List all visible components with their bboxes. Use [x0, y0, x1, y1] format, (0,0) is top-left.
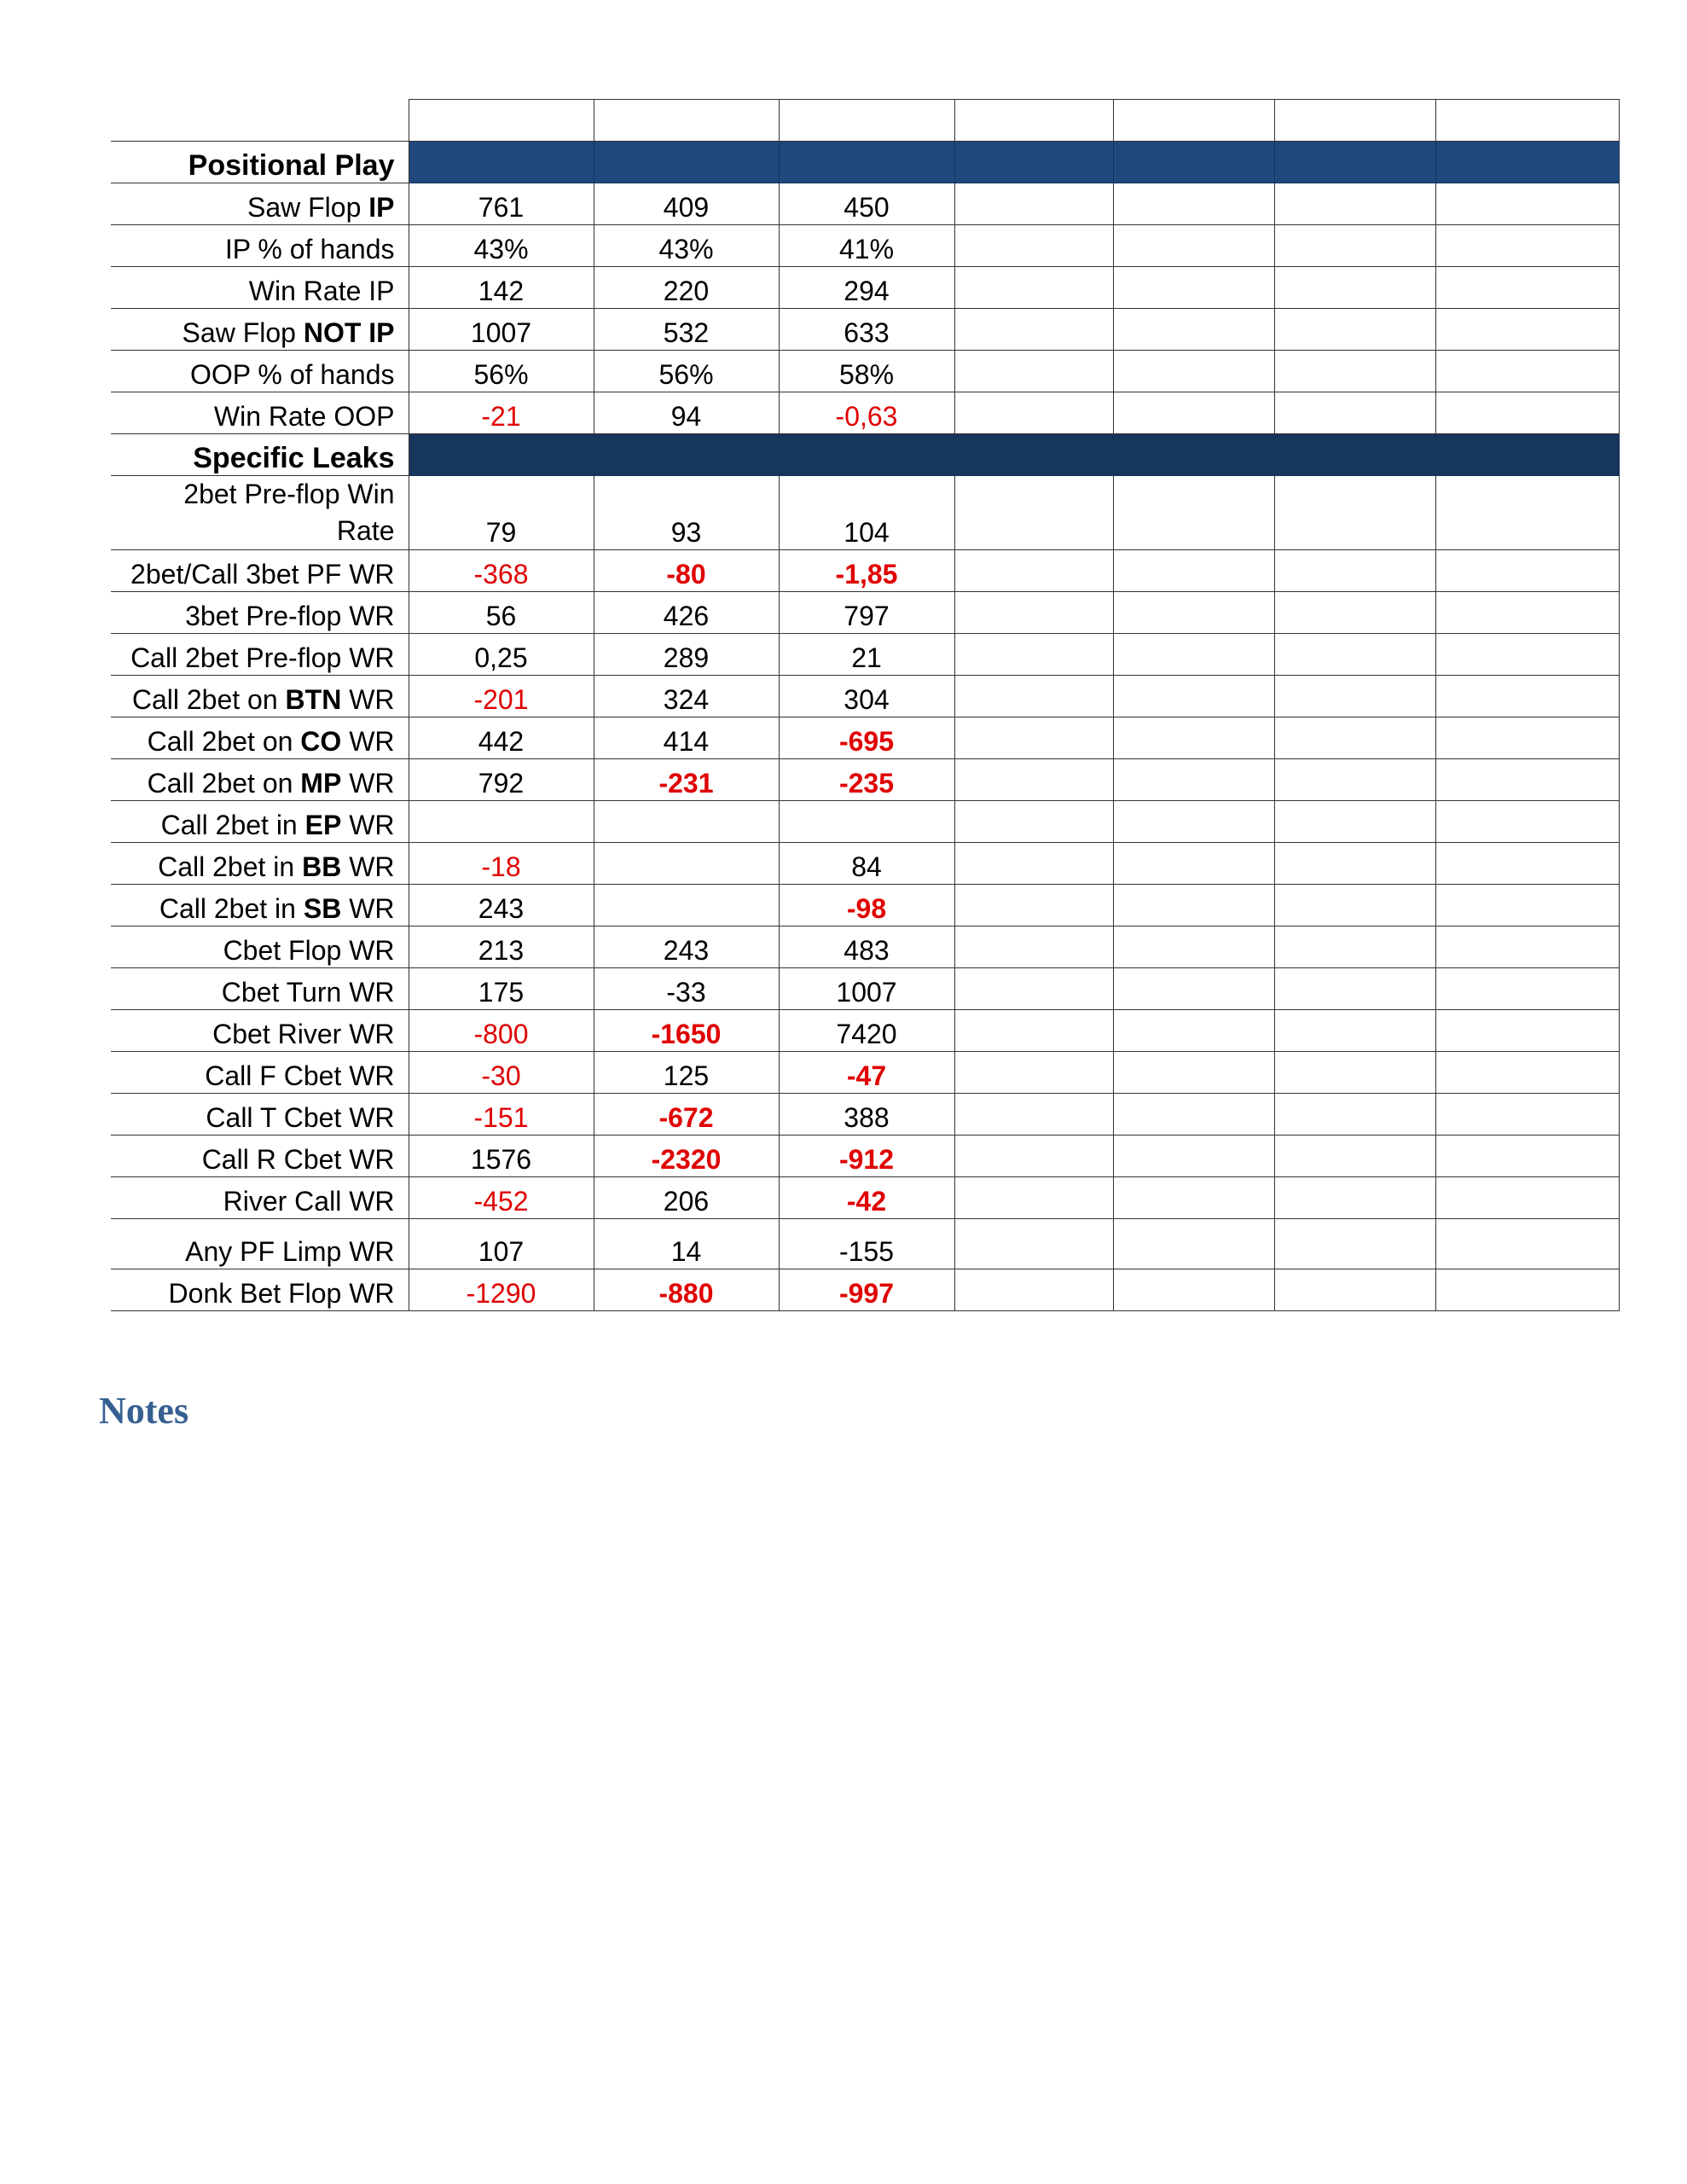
- value-cell: [594, 843, 779, 885]
- empty-cell: [1113, 183, 1274, 225]
- empty-cell: [1435, 1219, 1619, 1269]
- empty-cell: [1113, 1052, 1274, 1094]
- empty-cell: [1274, 926, 1435, 968]
- empty-cell: [1435, 1010, 1619, 1052]
- section-bar: [409, 434, 594, 476]
- row-label: Donk Bet Flop WR: [111, 1269, 409, 1311]
- section-bar: [1274, 142, 1435, 183]
- value-cell: 243: [409, 885, 594, 926]
- empty-cell: [1435, 968, 1619, 1010]
- section-bar: [594, 142, 779, 183]
- empty-cell: [954, 1177, 1113, 1219]
- empty-cell: [954, 1219, 1113, 1269]
- value-cell: -151: [409, 1094, 594, 1136]
- row-label: Cbet Flop WR: [111, 926, 409, 968]
- value-cell: 294: [779, 267, 954, 309]
- empty-cell: [1113, 1177, 1274, 1219]
- value-cell: 289: [594, 634, 779, 676]
- empty-cell: [954, 592, 1113, 634]
- value-cell: 213: [409, 926, 594, 968]
- row-saw-flop-not-ip: [111, 309, 1619, 351]
- row-ip-pct: [111, 225, 1619, 267]
- row-label: 3bet Pre-flop WR: [111, 592, 409, 634]
- row-call-f-cbet: [111, 1052, 1619, 1094]
- value-cell: 125: [594, 1052, 779, 1094]
- value-cell: [594, 801, 779, 843]
- empty-cell: [1274, 717, 1435, 759]
- empty-cell: [1435, 1177, 1619, 1219]
- empty-cell: [1113, 885, 1274, 926]
- empty-cell: [954, 759, 1113, 801]
- empty-cell: [1435, 1269, 1619, 1311]
- empty-cell: [1435, 634, 1619, 676]
- row-label: River Call WR: [111, 1177, 409, 1219]
- value-cell: 206: [594, 1177, 779, 1219]
- row-saw-flop-ip: [111, 183, 1619, 225]
- section-bar: [954, 434, 1113, 476]
- empty-cell: [1274, 1094, 1435, 1136]
- empty-cell: [1113, 476, 1274, 550]
- row-call-2bet-bb: [111, 843, 1619, 885]
- value-cell: 1576: [409, 1136, 594, 1177]
- value-cell: 324: [594, 676, 779, 717]
- value-cell: 220: [594, 267, 779, 309]
- row-call-2bet-btn: [111, 676, 1619, 717]
- empty-cell: [954, 968, 1113, 1010]
- empty-cell: [954, 1010, 1113, 1052]
- value-cell: -21: [409, 392, 594, 434]
- empty-cell: [1113, 926, 1274, 968]
- section-bar: [1435, 434, 1619, 476]
- empty-cell: [954, 717, 1113, 759]
- value-cell: -231: [594, 759, 779, 801]
- value-cell: -18: [409, 843, 594, 885]
- empty-cell: [1435, 225, 1619, 267]
- empty-cell: [1113, 676, 1274, 717]
- empty-cell: [1435, 676, 1619, 717]
- value-cell: 442: [409, 717, 594, 759]
- value-cell: 79: [409, 476, 594, 550]
- empty-cell: [1274, 968, 1435, 1010]
- empty-cell: [1274, 634, 1435, 676]
- empty-cell: [1435, 926, 1619, 968]
- value-cell: -672: [594, 1094, 779, 1136]
- empty-cell: [1435, 1136, 1619, 1177]
- value-cell: 426: [594, 592, 779, 634]
- empty-cell: [954, 392, 1113, 434]
- header-cell: [1113, 100, 1274, 142]
- value-cell: -452: [409, 1177, 594, 1219]
- value-cell: 107: [409, 1219, 594, 1269]
- empty-cell: [954, 843, 1113, 885]
- value-cell: 56%: [594, 351, 779, 392]
- row-3bet-pf-wr: [111, 592, 1619, 634]
- section-title: Positional Play: [111, 142, 409, 183]
- row-call-t-cbet: [111, 1094, 1619, 1136]
- value-cell: 1007: [779, 968, 954, 1010]
- value-cell: 43%: [409, 225, 594, 267]
- row-win-rate-oop: [111, 392, 1619, 434]
- header-cell: [954, 100, 1113, 142]
- row-label: Cbet River WR: [111, 1010, 409, 1052]
- section-specific-leaks: [111, 434, 1619, 476]
- empty-cell: [1274, 392, 1435, 434]
- empty-cell: [1435, 759, 1619, 801]
- empty-cell: [1274, 183, 1435, 225]
- row-label: Call 2bet in BB WR: [111, 843, 409, 885]
- section-title: Specific Leaks: [111, 434, 409, 476]
- value-cell: -1650: [594, 1010, 779, 1052]
- value-cell: -201: [409, 676, 594, 717]
- empty-cell: [954, 225, 1113, 267]
- value-cell: -695: [779, 717, 954, 759]
- empty-cell: [1274, 225, 1435, 267]
- value-cell: 104: [779, 476, 954, 550]
- row-river-call: [111, 1177, 1619, 1219]
- empty-cell: [1113, 843, 1274, 885]
- empty-cell: [1435, 476, 1619, 550]
- row-label: Call T Cbet WR: [111, 1094, 409, 1136]
- empty-cell: [1274, 801, 1435, 843]
- empty-cell: [1435, 550, 1619, 592]
- value-cell: -30: [409, 1052, 594, 1094]
- row-label: IP % of hands: [111, 225, 409, 267]
- value-cell: 532: [594, 309, 779, 351]
- section-bar: [779, 142, 954, 183]
- empty-cell: [1113, 225, 1274, 267]
- value-cell: -800: [409, 1010, 594, 1052]
- empty-cell: [1274, 676, 1435, 717]
- empty-cell: [1113, 968, 1274, 1010]
- value-cell: 56: [409, 592, 594, 634]
- value-cell: -2320: [594, 1136, 779, 1177]
- empty-cell: [954, 885, 1113, 926]
- empty-cell: [1435, 1094, 1619, 1136]
- row-call-2bet-pf-wr: [111, 634, 1619, 676]
- value-cell: 483: [779, 926, 954, 968]
- empty-cell: [954, 801, 1113, 843]
- header-cell: [1435, 100, 1619, 142]
- value-cell: -997: [779, 1269, 954, 1311]
- value-cell: 43%: [594, 225, 779, 267]
- empty-cell: [1274, 592, 1435, 634]
- row-label: OOP % of hands: [111, 351, 409, 392]
- row-label: Call 2bet on CO WR: [111, 717, 409, 759]
- row-2bet-call-3bet: [111, 550, 1619, 592]
- value-cell: 450: [779, 183, 954, 225]
- empty-cell: [1113, 1219, 1274, 1269]
- row-label: Call 2bet on BTN WR: [111, 676, 409, 717]
- empty-cell: [1113, 1094, 1274, 1136]
- section-bar: [594, 434, 779, 476]
- empty-cell: [1274, 885, 1435, 926]
- value-cell: 142: [409, 267, 594, 309]
- empty-cell: [1113, 351, 1274, 392]
- value-cell: 797: [779, 592, 954, 634]
- empty-cell: [1274, 476, 1435, 550]
- value-cell: -0,63: [779, 392, 954, 434]
- value-cell: [594, 885, 779, 926]
- stats-table: [111, 99, 1620, 1311]
- section-bar: [779, 434, 954, 476]
- row-label: Any PF Limp WR: [111, 1219, 409, 1269]
- empty-cell: [1435, 309, 1619, 351]
- row-label: Call F Cbet WR: [111, 1052, 409, 1094]
- empty-cell: [1274, 1052, 1435, 1094]
- row-label: Call R Cbet WR: [111, 1136, 409, 1177]
- value-cell: 388: [779, 1094, 954, 1136]
- value-cell: -368: [409, 550, 594, 592]
- value-cell: -912: [779, 1136, 954, 1177]
- empty-cell: [1435, 183, 1619, 225]
- empty-cell: [954, 1094, 1113, 1136]
- empty-cell: [1274, 309, 1435, 351]
- value-cell: 1007: [409, 309, 594, 351]
- header-row: [111, 100, 1619, 142]
- value-cell: [409, 801, 594, 843]
- row-label: 2bet/Call 3bet PF WR: [111, 550, 409, 592]
- section-bar: [1274, 434, 1435, 476]
- row-label: Cbet Turn WR: [111, 968, 409, 1010]
- value-cell: 84: [779, 843, 954, 885]
- header-cell: [409, 100, 594, 142]
- empty-cell: [1113, 759, 1274, 801]
- empty-cell: [954, 550, 1113, 592]
- value-cell: 409: [594, 183, 779, 225]
- row-cbet-flop: [111, 926, 1619, 968]
- value-cell: 633: [779, 309, 954, 351]
- empty-cell: [1113, 717, 1274, 759]
- empty-cell: [954, 634, 1113, 676]
- row-call-r-cbet: [111, 1136, 1619, 1177]
- section-positional-play: [111, 142, 1619, 183]
- empty-cell: [1274, 550, 1435, 592]
- empty-cell: [1113, 1269, 1274, 1311]
- section-bar: [954, 142, 1113, 183]
- value-cell: -42: [779, 1177, 954, 1219]
- row-label: Saw Flop IP: [111, 183, 409, 225]
- empty-cell: [1274, 759, 1435, 801]
- value-cell: -98: [779, 885, 954, 926]
- empty-cell: [1435, 592, 1619, 634]
- empty-cell: [1435, 392, 1619, 434]
- row-call-2bet-ep: [111, 801, 1619, 843]
- value-cell: 93: [594, 476, 779, 550]
- empty-cell: [1435, 351, 1619, 392]
- section-bar: [1113, 142, 1274, 183]
- empty-cell: [1274, 1136, 1435, 1177]
- value-cell: 243: [594, 926, 779, 968]
- row-label: Call 2bet in SB WR: [111, 885, 409, 926]
- value-cell: -235: [779, 759, 954, 801]
- row-call-2bet-sb: [111, 885, 1619, 926]
- empty-cell: [1274, 1177, 1435, 1219]
- empty-cell: [1113, 801, 1274, 843]
- value-cell: 304: [779, 676, 954, 717]
- value-cell: -155: [779, 1219, 954, 1269]
- row-any-pf-limp: [111, 1219, 1619, 1269]
- empty-cell: [954, 1136, 1113, 1177]
- empty-cell: [1113, 634, 1274, 676]
- empty-cell: [954, 476, 1113, 550]
- section-bar: [1435, 142, 1619, 183]
- value-cell: 94: [594, 392, 779, 434]
- empty-cell: [954, 1052, 1113, 1094]
- value-cell: -33: [594, 968, 779, 1010]
- empty-cell: [1274, 1010, 1435, 1052]
- empty-cell: [954, 1269, 1113, 1311]
- row-call-2bet-co: [111, 717, 1619, 759]
- empty-cell: [1435, 717, 1619, 759]
- value-cell: 414: [594, 717, 779, 759]
- header-cell: [1274, 100, 1435, 142]
- row-win-rate-ip: [111, 267, 1619, 309]
- row-cbet-turn: [111, 968, 1619, 1010]
- row-oop-pct: [111, 351, 1619, 392]
- value-cell: 0,25: [409, 634, 594, 676]
- value-cell: 21: [779, 634, 954, 676]
- row-label: Call 2bet on MP WR: [111, 759, 409, 801]
- empty-cell: [1274, 267, 1435, 309]
- empty-cell: [1113, 592, 1274, 634]
- notes-heading: Notes: [99, 1390, 189, 1432]
- empty-cell: [1274, 1219, 1435, 1269]
- empty-cell: [954, 926, 1113, 968]
- empty-cell: [1113, 1010, 1274, 1052]
- row-call-2bet-mp: [111, 759, 1619, 801]
- empty-cell: [1274, 1269, 1435, 1311]
- empty-cell: [954, 183, 1113, 225]
- empty-cell: [1435, 801, 1619, 843]
- section-bar: [1113, 434, 1274, 476]
- empty-cell: [1113, 392, 1274, 434]
- row-cbet-river: [111, 1010, 1619, 1052]
- row-label: Call 2bet in EP WR: [111, 801, 409, 843]
- value-cell: 792: [409, 759, 594, 801]
- empty-cell: [1113, 309, 1274, 351]
- value-cell: -1290: [409, 1269, 594, 1311]
- empty-cell: [1113, 550, 1274, 592]
- value-cell: 761: [409, 183, 594, 225]
- empty-cell: [1113, 1136, 1274, 1177]
- empty-cell: [1435, 885, 1619, 926]
- row-label: Saw Flop NOT IP: [111, 309, 409, 351]
- value-cell: 58%: [779, 351, 954, 392]
- value-cell: -1,85: [779, 550, 954, 592]
- empty-cell: [1435, 267, 1619, 309]
- row-label: Win Rate IP: [111, 267, 409, 309]
- value-cell: -80: [594, 550, 779, 592]
- header-label-cell: [111, 100, 409, 142]
- empty-cell: [1435, 1052, 1619, 1094]
- row-label: Win Rate OOP: [111, 392, 409, 434]
- value-cell: 7420: [779, 1010, 954, 1052]
- header-cell: [779, 100, 954, 142]
- empty-cell: [954, 267, 1113, 309]
- empty-cell: [954, 351, 1113, 392]
- section-bar: [409, 142, 594, 183]
- row-label: Call 2bet Pre-flop WR: [111, 634, 409, 676]
- header-cell: [594, 100, 779, 142]
- row-donk-bet-flop: [111, 1269, 1619, 1311]
- empty-cell: [1274, 351, 1435, 392]
- value-cell: -880: [594, 1269, 779, 1311]
- value-cell: 14: [594, 1219, 779, 1269]
- value-cell: 175: [409, 968, 594, 1010]
- value-cell: -47: [779, 1052, 954, 1094]
- empty-cell: [954, 676, 1113, 717]
- value-cell: 41%: [779, 225, 954, 267]
- empty-cell: [1113, 267, 1274, 309]
- row-2bet-pf-wr: [111, 476, 1619, 550]
- value-cell: [779, 801, 954, 843]
- empty-cell: [1274, 843, 1435, 885]
- empty-cell: [954, 309, 1113, 351]
- empty-cell: [1435, 843, 1619, 885]
- value-cell: 56%: [409, 351, 594, 392]
- row-label: 2bet Pre-flop Win Rate: [111, 476, 409, 550]
